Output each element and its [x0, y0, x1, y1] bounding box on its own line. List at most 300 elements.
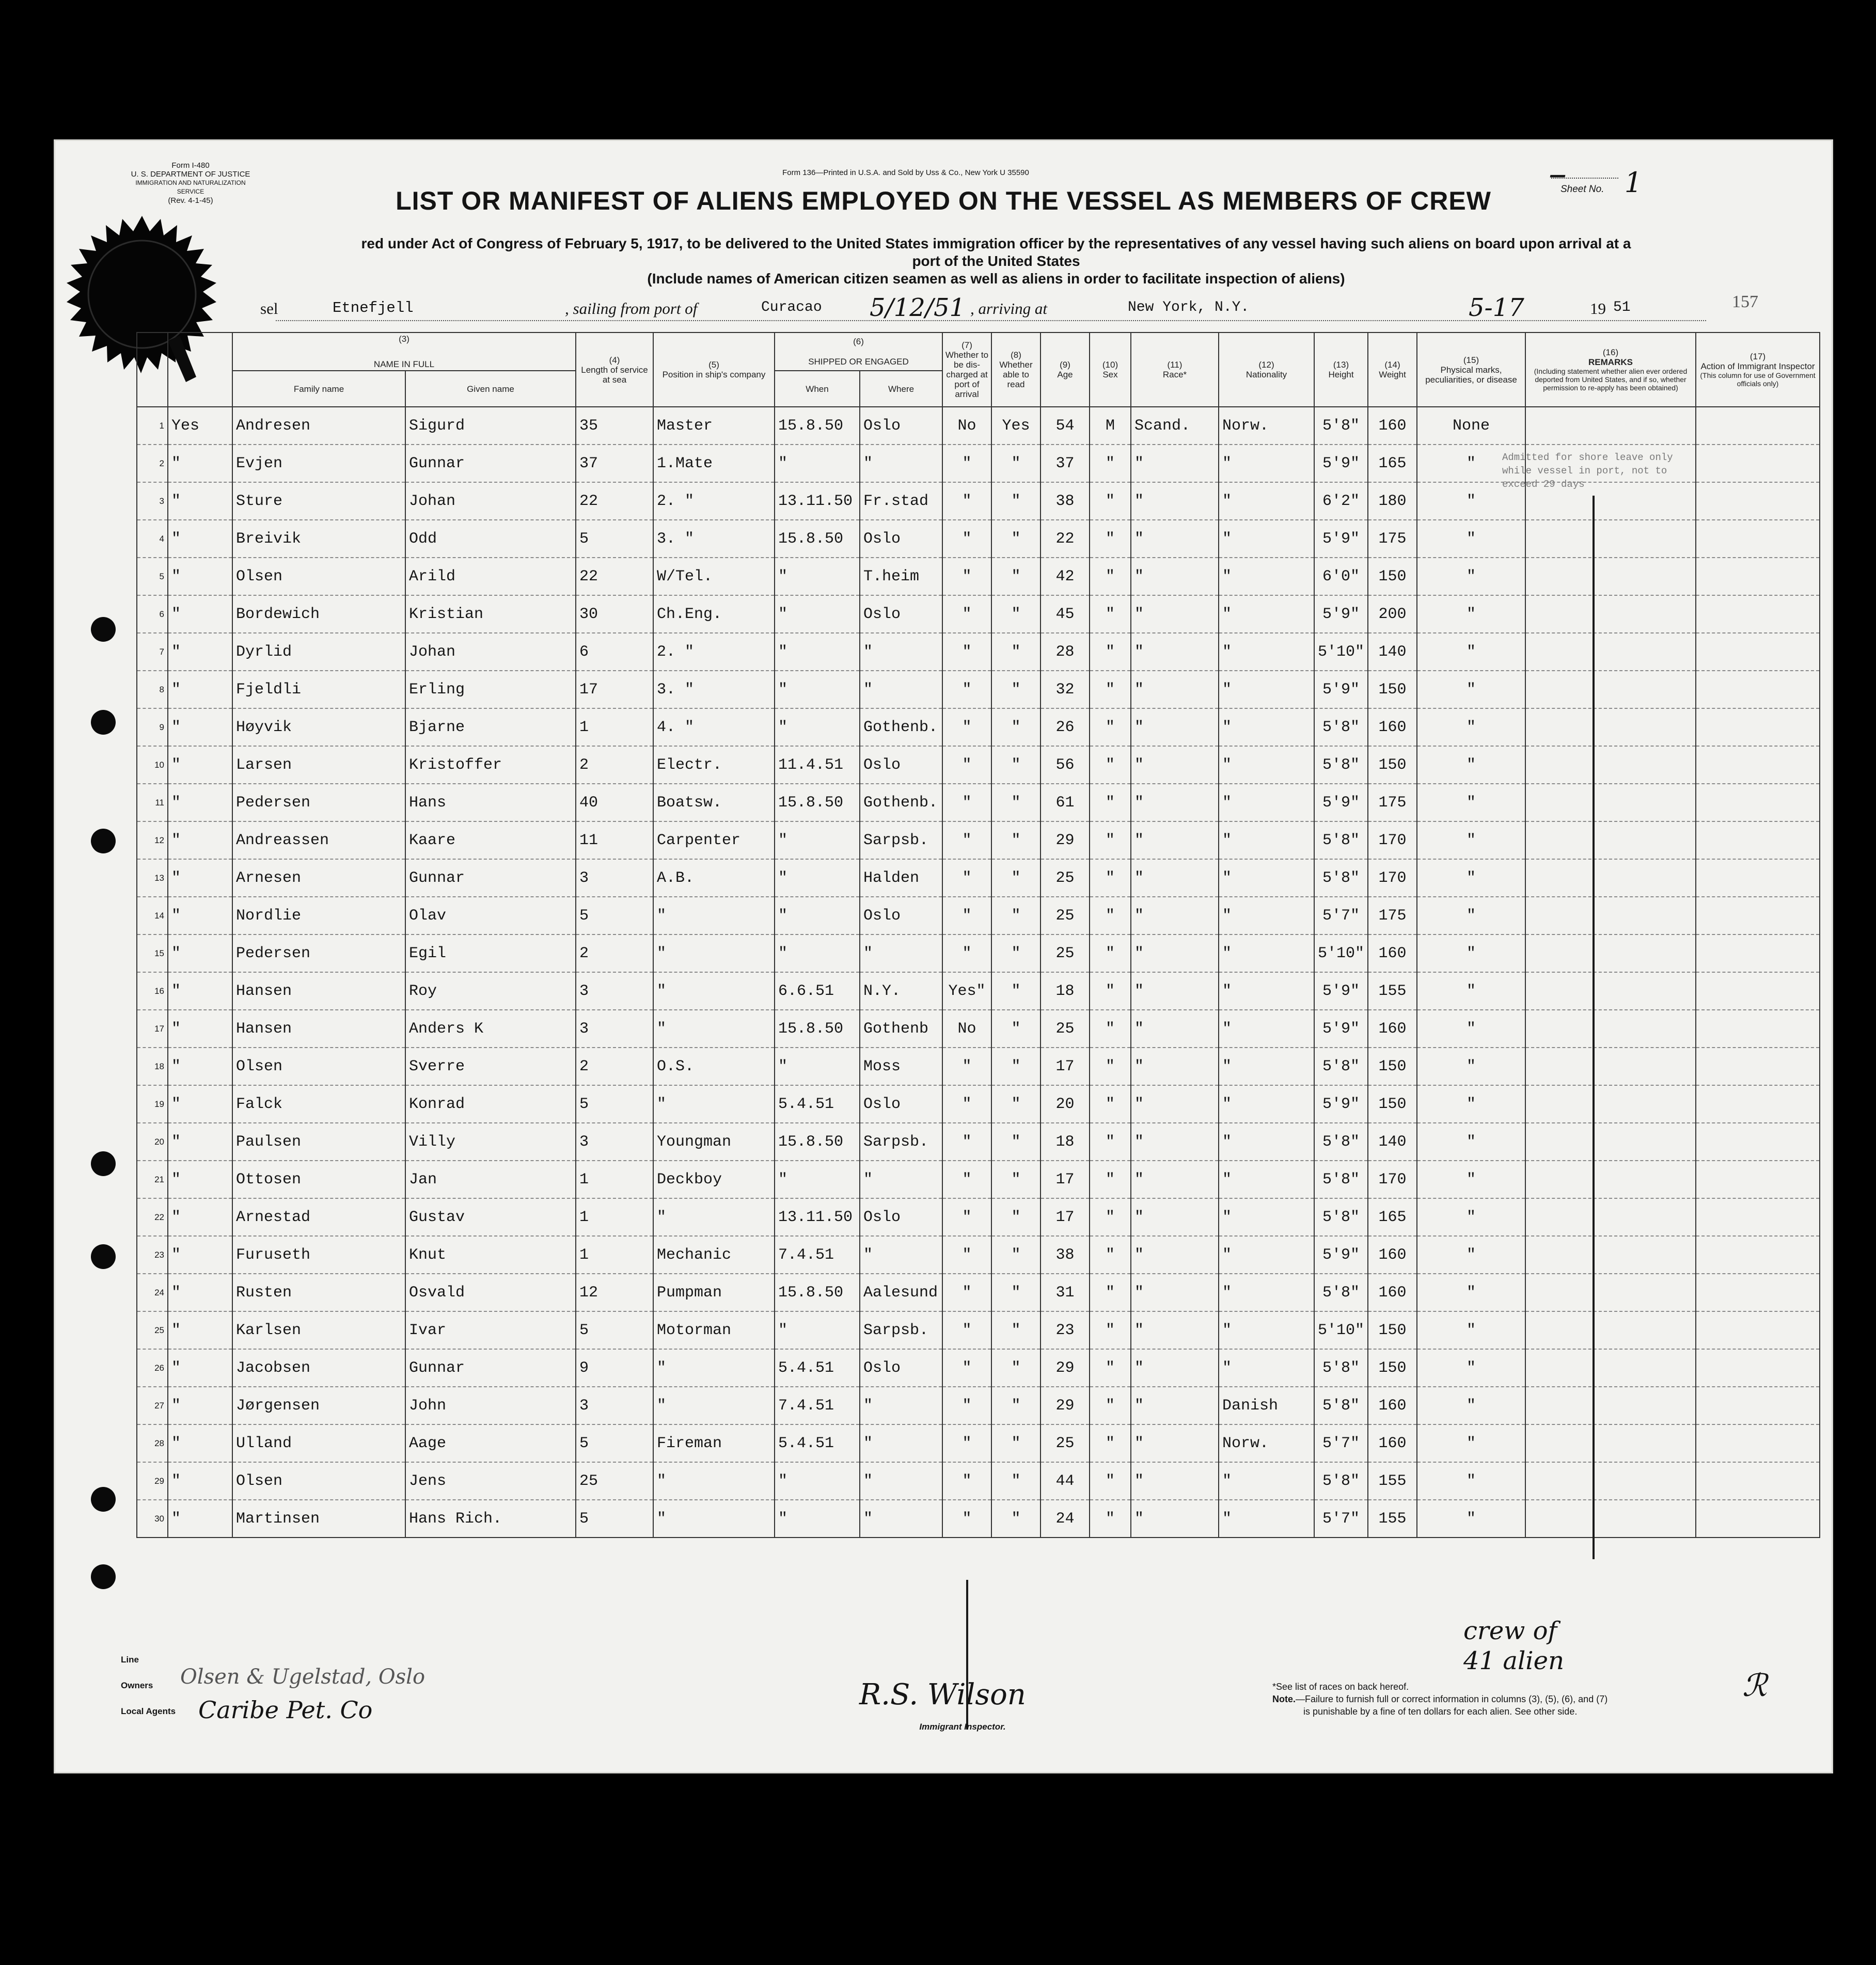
weight: 160: [1368, 934, 1417, 972]
able-to-read: ": [991, 1500, 1041, 1538]
where-header: Where: [860, 371, 942, 407]
discharged: ": [942, 445, 991, 482]
given-name: Johan: [405, 482, 576, 520]
sex: ": [1090, 1274, 1131, 1311]
table-row: [137, 1085, 1820, 1123]
discharged: ": [942, 1424, 991, 1462]
action-cell: [1696, 1048, 1820, 1085]
weight: 140: [1368, 633, 1417, 671]
height: 5'9": [1314, 520, 1368, 558]
discharged: ": [942, 1161, 991, 1198]
table-row: [137, 897, 1820, 934]
table-row: [137, 1424, 1820, 1462]
weight: 160: [1368, 1236, 1417, 1274]
weight: 150: [1368, 671, 1417, 708]
shipped-where: Sarpsb.: [860, 821, 942, 859]
shipped-where: ": [860, 445, 942, 482]
race: ": [1131, 1424, 1219, 1462]
citizen-mark: ": [168, 671, 232, 708]
fine-note: Note.—Failure to furnish full or correct information in columns (3), (5), (6), and (7): [1272, 1694, 1608, 1704]
weight: 160: [1368, 407, 1417, 445]
sex: ": [1090, 897, 1131, 934]
race: ": [1131, 708, 1219, 746]
discharged: ": [942, 708, 991, 746]
remarks-cell: [1525, 1085, 1696, 1123]
service-years: 1: [576, 1161, 653, 1198]
service-years: 37: [576, 445, 653, 482]
service-years: 25: [576, 1462, 653, 1500]
sex: ": [1090, 1311, 1131, 1349]
physical-marks: None: [1417, 407, 1525, 445]
sex: ": [1090, 520, 1131, 558]
physical-marks: ": [1417, 1424, 1525, 1462]
printer-line: Form 136—Printed in U.S.A. and Sold by Uss & Co., New York U 35590: [782, 168, 1029, 177]
shipped-where: ": [860, 1424, 942, 1462]
able-to-read: ": [991, 671, 1041, 708]
age: 25: [1041, 897, 1090, 934]
weight: 180: [1368, 482, 1417, 520]
family-name: Hansen: [232, 972, 405, 1010]
table-row: [137, 1236, 1820, 1274]
sex: ": [1090, 482, 1131, 520]
line-number: 15: [137, 934, 168, 972]
able-to-read: ": [991, 1198, 1041, 1236]
sex: ": [1090, 1424, 1131, 1462]
shipped-where: ": [860, 671, 942, 708]
family-name: Karlsen: [232, 1311, 405, 1349]
age: 25: [1041, 1424, 1090, 1462]
line-number: 20: [137, 1123, 168, 1161]
discharged: ": [942, 595, 991, 633]
weight: 170: [1368, 859, 1417, 897]
physical-marks: ": [1417, 445, 1525, 482]
physical-marks: ": [1417, 595, 1525, 633]
height: 5'9": [1314, 1085, 1368, 1123]
race: ": [1131, 1198, 1219, 1236]
action-cell: [1696, 1198, 1820, 1236]
table-row: [137, 746, 1820, 784]
service-years: 22: [576, 482, 653, 520]
service-years: 3: [576, 1387, 653, 1424]
punch-hole-icon: [91, 617, 116, 642]
age: 24: [1041, 1500, 1090, 1538]
height: 5'9": [1314, 1236, 1368, 1274]
nationality: ": [1219, 784, 1314, 821]
discharged: ": [942, 1198, 991, 1236]
line-number-header: [137, 332, 168, 407]
service-years: 2: [576, 746, 653, 784]
family-name: Ulland: [232, 1424, 405, 1462]
discharged: ": [942, 746, 991, 784]
able-to-read: ": [991, 595, 1041, 633]
nationality: ": [1219, 558, 1314, 595]
race: ": [1131, 1349, 1219, 1387]
physical-marks: ": [1417, 1387, 1525, 1424]
physical-marks: ": [1417, 897, 1525, 934]
able-to-read: ": [991, 558, 1041, 595]
remarks-cell: [1525, 1161, 1696, 1198]
given-name: Olav: [405, 897, 576, 934]
remarks-header: (16) REMARKS (Including statement whether alien ever ordered deported from United States, and if so, whether permission to re-apply has been obtained): [1525, 332, 1696, 407]
family-name: Ottosen: [232, 1161, 405, 1198]
able-to-read: ": [991, 859, 1041, 897]
nationality: ": [1219, 859, 1314, 897]
position: ": [653, 972, 775, 1010]
age: 45: [1041, 595, 1090, 633]
shipped-where: Fr.stad: [860, 482, 942, 520]
form-subtitle: [234, 235, 1758, 288]
vessel-label: sel: [260, 299, 278, 318]
weight: 155: [1368, 972, 1417, 1010]
position: Fireman: [653, 1424, 775, 1462]
citizen-mark: ": [168, 746, 232, 784]
position: O.S.: [653, 1048, 775, 1085]
physical-marks: ": [1417, 1048, 1525, 1085]
age: 42: [1041, 558, 1090, 595]
service-years: 5: [576, 1085, 653, 1123]
remarks-cell: [1525, 708, 1696, 746]
family-name: Falck: [232, 1085, 405, 1123]
weight: 175: [1368, 897, 1417, 934]
remarks-cell: [1525, 746, 1696, 784]
weight: 155: [1368, 1500, 1417, 1538]
sex: ": [1090, 1085, 1131, 1123]
given-name: Roy: [405, 972, 576, 1010]
subtitle-line-1: red under Act of Congress of February 5, 1917, to be delivered to the United States immigration officer by the representatives of any vessel having such aliens on board upon arrival at a: [361, 235, 1631, 251]
line-number: 30: [137, 1500, 168, 1538]
table-row: [137, 1123, 1820, 1161]
sex: ": [1090, 1349, 1131, 1387]
remarks-cell: [1525, 1462, 1696, 1500]
vessel-underline: [276, 320, 1706, 321]
shipped-where: Oslo: [860, 1085, 942, 1123]
race: ": [1131, 1387, 1219, 1424]
height: 5'8": [1314, 859, 1368, 897]
action-cell: [1696, 746, 1820, 784]
race: ": [1131, 1010, 1219, 1048]
shipped-when: 13.11.50: [775, 1198, 860, 1236]
weight: 150: [1368, 1349, 1417, 1387]
table-row: [137, 1387, 1820, 1424]
shipped-where: Oslo: [860, 1349, 942, 1387]
family-name: Breivik: [232, 520, 405, 558]
owners-value: Olsen & Ugelstad, Oslo: [180, 1665, 425, 1689]
line-number: 16: [137, 972, 168, 1010]
discharged: ": [942, 1500, 991, 1538]
citizen-mark: ": [168, 1274, 232, 1311]
position: ": [653, 1349, 775, 1387]
position: 2. ": [653, 633, 775, 671]
race: ": [1131, 784, 1219, 821]
shipped-when: ": [775, 633, 860, 671]
shipped-when: ": [775, 1161, 860, 1198]
service-years: 35: [576, 407, 653, 445]
discharged: ": [942, 633, 991, 671]
given-name: Jens: [405, 1462, 576, 1500]
age: 18: [1041, 1123, 1090, 1161]
discharged: ": [942, 671, 991, 708]
shipped-where: Halden: [860, 859, 942, 897]
nationality: ": [1219, 633, 1314, 671]
given-name: Anders K: [405, 1010, 576, 1048]
shipped-when: 7.4.51: [775, 1387, 860, 1424]
shipped-when: ": [775, 1462, 860, 1500]
weight: 200: [1368, 595, 1417, 633]
height: 5'10": [1314, 1311, 1368, 1349]
age: 17: [1041, 1048, 1090, 1085]
service-years: 5: [576, 897, 653, 934]
punch-hole-icon: [91, 1151, 116, 1176]
check-mark-icon: –: [1549, 152, 1567, 195]
discharged: ": [942, 859, 991, 897]
nationality-header: (12) Nationality: [1219, 332, 1314, 407]
shipped-where: T.heim: [860, 558, 942, 595]
line-number: 22: [137, 1198, 168, 1236]
citizen-mark: ": [168, 897, 232, 934]
physical-marks: ": [1417, 746, 1525, 784]
shipped-where: Sarpsb.: [860, 1123, 942, 1161]
service-years: 11: [576, 821, 653, 859]
arrival-date: 5-17: [1469, 293, 1524, 322]
height: 5'8": [1314, 407, 1368, 445]
age: 54: [1041, 407, 1090, 445]
weight: 140: [1368, 1123, 1417, 1161]
read-header: (8) Whether able to read: [991, 332, 1041, 407]
line-number: 24: [137, 1274, 168, 1311]
table-row: [137, 407, 1820, 445]
weight: 175: [1368, 784, 1417, 821]
given-name: Odd: [405, 520, 576, 558]
height: 5'8": [1314, 1048, 1368, 1085]
physical-marks: ": [1417, 520, 1525, 558]
action-cell: [1696, 1424, 1820, 1462]
nationality: ": [1219, 934, 1314, 972]
sex: ": [1090, 1048, 1131, 1085]
age: 29: [1041, 1349, 1090, 1387]
weight: 160: [1368, 1387, 1417, 1424]
shipped-when: ": [775, 708, 860, 746]
shipped-where: N.Y.: [860, 972, 942, 1010]
family-name: Furuseth: [232, 1236, 405, 1274]
punch-hole-icon: [91, 710, 116, 735]
remarks-cell: [1525, 1236, 1696, 1274]
service-years: 5: [576, 1424, 653, 1462]
sex: ": [1090, 972, 1131, 1010]
table-row: [137, 1349, 1820, 1387]
action-cell: [1696, 708, 1820, 746]
discharged: ": [942, 784, 991, 821]
discharged: ": [942, 1462, 991, 1500]
table-row: [137, 595, 1820, 633]
shipped-where: Moss: [860, 1048, 942, 1085]
nationality: ": [1219, 1311, 1314, 1349]
position: ": [653, 1198, 775, 1236]
service-years: 12: [576, 1274, 653, 1311]
race: ": [1131, 859, 1219, 897]
given-name: Kaare: [405, 821, 576, 859]
sex: ": [1090, 708, 1131, 746]
crew-rows: [137, 407, 1820, 1538]
shipped-when: 15.8.50: [775, 1274, 860, 1311]
line-label: Line: [121, 1655, 139, 1665]
line-number: 28: [137, 1424, 168, 1462]
line-number: 29: [137, 1462, 168, 1500]
shipped-when: 15.8.50: [775, 407, 860, 445]
shipped-where: Oslo: [860, 897, 942, 934]
shipped-when: 15.8.50: [775, 1010, 860, 1048]
weight: 170: [1368, 1161, 1417, 1198]
race: ": [1131, 746, 1219, 784]
position: ": [653, 1462, 775, 1500]
height: 5'8": [1314, 1161, 1368, 1198]
position: ": [653, 1085, 775, 1123]
family-name: Jacobsen: [232, 1349, 405, 1387]
age-header: (9) Age: [1041, 332, 1090, 407]
arrival-port: New York, N.Y.: [1128, 299, 1250, 315]
position: Boatsw.: [653, 784, 775, 821]
height: 5'9": [1314, 671, 1368, 708]
service-years: 22: [576, 558, 653, 595]
family-name: Olsen: [232, 558, 405, 595]
nationality: ": [1219, 1349, 1314, 1387]
able-to-read: ": [991, 633, 1041, 671]
discharged: ": [942, 1387, 991, 1424]
inspector-signature: R.S. Wilson: [859, 1678, 1026, 1712]
position-header: (5) Position in ship's company: [653, 332, 775, 407]
citizen-mark: Yes: [168, 407, 232, 445]
table-row: [137, 1048, 1820, 1085]
family-name: Bordewich: [232, 595, 405, 633]
citizen-mark: ": [168, 482, 232, 520]
citizen-mark: ": [168, 1387, 232, 1424]
action-cell: [1696, 1387, 1820, 1424]
family-name: Rusten: [232, 1274, 405, 1311]
nationality: Norw.: [1219, 407, 1314, 445]
service-years: 30: [576, 595, 653, 633]
shipped-when: ": [775, 558, 860, 595]
height-header: (13) Height: [1314, 332, 1368, 407]
shipped-where: Gothenb.: [860, 784, 942, 821]
citizen-mark: ": [168, 1236, 232, 1274]
position: A.B.: [653, 859, 775, 897]
citizen-mark: ": [168, 1123, 232, 1161]
weight: 160: [1368, 708, 1417, 746]
sex-header: (10) Sex: [1090, 332, 1131, 407]
able-to-read: ": [991, 1311, 1041, 1349]
remarks-cell: [1525, 1311, 1696, 1349]
weight: 175: [1368, 520, 1417, 558]
discharged: ": [942, 1123, 991, 1161]
given-name: Egil: [405, 934, 576, 972]
action-cell: [1696, 520, 1820, 558]
remarks-cell: [1525, 934, 1696, 972]
nationality: ": [1219, 821, 1314, 859]
nationality: ": [1219, 1462, 1314, 1500]
line-number: 19: [137, 1085, 168, 1123]
race: ": [1131, 520, 1219, 558]
nationality: ": [1219, 1010, 1314, 1048]
family-name: Andresen: [232, 407, 405, 445]
action-cell: [1696, 595, 1820, 633]
shipped-where: Gothenb.: [860, 708, 942, 746]
position: Deckboy: [653, 1161, 775, 1198]
service-years: 2: [576, 934, 653, 972]
shipped-when: 15.8.50: [775, 520, 860, 558]
given-name: Arild: [405, 558, 576, 595]
shipped-when: ": [775, 897, 860, 934]
citizen-mark: ": [168, 1085, 232, 1123]
position: ": [653, 934, 775, 972]
subtitle-line-2: port of the United States: [912, 253, 1080, 269]
arriving-label: , arriving at: [970, 299, 1047, 318]
citizen-mark: ": [168, 1161, 232, 1198]
age: 26: [1041, 708, 1090, 746]
line-number: 11: [137, 784, 168, 821]
weight-header: (14) Weight: [1368, 332, 1417, 407]
shipped-when: ": [775, 821, 860, 859]
discharged-header: (7) Whether to be dis-charged at port of arrival: [942, 332, 991, 407]
family-name: Fjeldli: [232, 671, 405, 708]
shipped-header: (6) SHIPPED OR ENGAGED: [775, 332, 942, 371]
fine-note-continued: is punishable by a fine of ten dollars for each alien. See other side.: [1303, 1706, 1578, 1717]
weight: 155: [1368, 1462, 1417, 1500]
line-number: 3: [137, 482, 168, 520]
vessel-name: Etnefjell: [333, 299, 414, 316]
shipped-when: 5.4.51: [775, 1424, 860, 1462]
given-name: Gunnar: [405, 859, 576, 897]
given-name: Sigurd: [405, 407, 576, 445]
physical-marks: ": [1417, 1274, 1525, 1311]
line-number: 9: [137, 708, 168, 746]
given-name: Gunnar: [405, 1349, 576, 1387]
given-name: Villy: [405, 1123, 576, 1161]
shipped-when: 6.6.51: [775, 972, 860, 1010]
subtitle-line-3: (Include names of American citizen seamen as well as aliens in order to facilitate inspection of aliens): [647, 271, 1345, 287]
age: 38: [1041, 1236, 1090, 1274]
race: ": [1131, 1311, 1219, 1349]
shipped-where: ": [860, 1236, 942, 1274]
position: W/Tel.: [653, 558, 775, 595]
line-number: 18: [137, 1048, 168, 1085]
owners-label: Owners: [121, 1681, 153, 1690]
race: ": [1131, 1161, 1219, 1198]
weight: 150: [1368, 1311, 1417, 1349]
shipped-when: 15.8.50: [775, 1123, 860, 1161]
agents-value: Caribe Pet. Co: [198, 1696, 373, 1724]
remarks-cell: [1525, 859, 1696, 897]
nationality: ": [1219, 972, 1314, 1010]
sex: ": [1090, 1500, 1131, 1538]
remarks-cell: [1525, 671, 1696, 708]
nationality: ": [1219, 595, 1314, 633]
shipped-when: 7.4.51: [775, 1236, 860, 1274]
age: 31: [1041, 1274, 1090, 1311]
race: ": [1131, 1085, 1219, 1123]
service-years: 6: [576, 633, 653, 671]
line-number: 10: [137, 746, 168, 784]
arrival-year: 51: [1613, 299, 1631, 315]
physical-marks: ": [1417, 1010, 1525, 1048]
race: ": [1131, 821, 1219, 859]
sex: ": [1090, 1010, 1131, 1048]
nationality: ": [1219, 445, 1314, 482]
physical-marks: ": [1417, 1123, 1525, 1161]
height: 5'7": [1314, 897, 1368, 934]
line-number: 6: [137, 595, 168, 633]
nationality: ": [1219, 1048, 1314, 1085]
remarks-cell: [1525, 1349, 1696, 1387]
action-cell: [1696, 558, 1820, 595]
